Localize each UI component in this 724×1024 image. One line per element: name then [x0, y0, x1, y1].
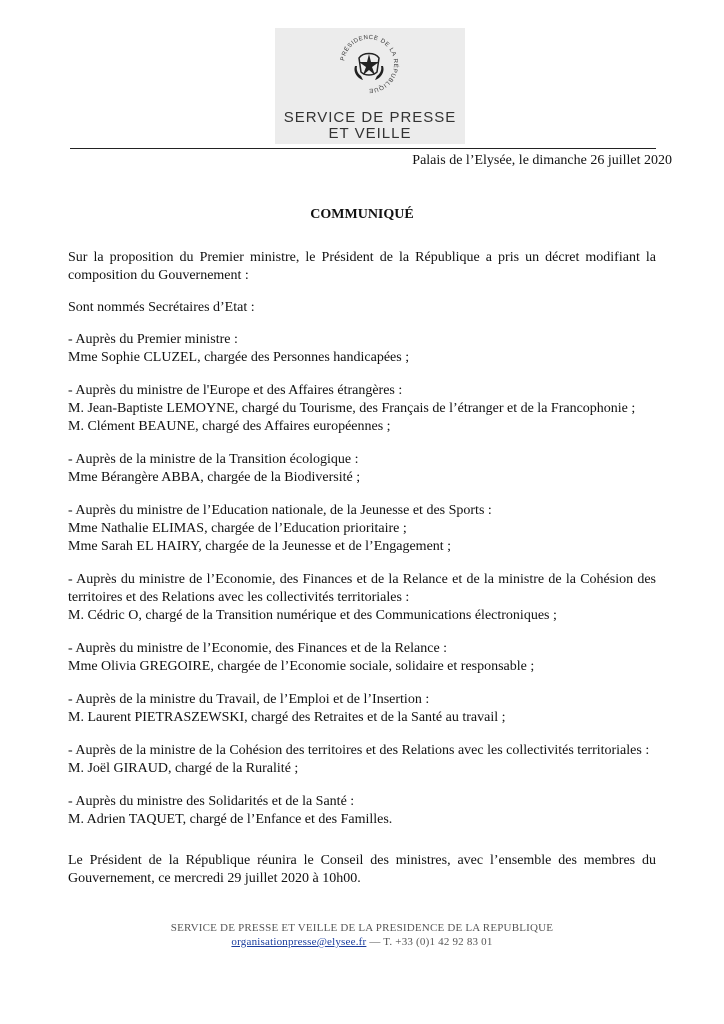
presidency-seal-logo — [337, 32, 401, 96]
appointment-section — [68, 640, 656, 676]
service-presse-title — [275, 110, 465, 142]
footer-service-line: SERVICE DE PRESSE ET VEILLE DE LA PRESIDENCE DE LA REPUBLIQUE — [170, 922, 554, 934]
section-heading: - Auprès du ministre de l’Economie, des Finances et de la Relance et de la ministre de la Cohésion des territoires et des Relations avec les collectivités territoriales : — [68, 572, 656, 605]
footer-contact-line — [0, 935, 724, 949]
appointment-section — [68, 571, 656, 625]
appointee-line: M. Joël GIRAUD, chargé de la Ruralité ; — [68, 761, 299, 776]
appointee-line: M. Cédric O, chargé de la Transition numérique et des Communications électroniques ; — [68, 608, 557, 623]
closing-paragraph: Le Président de la République réunira le Conseil des ministres, avec l’ensemble des membres du Gouvernement, ce mercredi 29 juillet 2020 à 10h00. — [68, 853, 656, 886]
appointment-sections — [68, 331, 656, 829]
footer-email-link[interactable]: organisationpresse@elysee.fr — [231, 936, 367, 948]
appointment-section — [68, 382, 656, 436]
document-date: Palais de l’Elysée, le dimanche 26 juillet 2020 — [412, 153, 672, 168]
appointee-line: M. Adrien TAQUET, chargé de l’Enfance et des Familles. — [68, 812, 393, 827]
section-heading: - Auprès de la ministre de la Transition écologique : — [68, 452, 359, 467]
section-heading: - Auprès de la ministre de la Cohésion des territoires et des Relations avec les collectivités territoriales : — [68, 743, 650, 758]
section-heading: - Auprès du ministre de l’Education nationale, de la Jeunesse et des Sports : — [68, 503, 492, 518]
appointment-section — [68, 331, 656, 367]
section-heading: - Auprès du ministre de l’Economie, des Finances et de la Relance : — [68, 641, 448, 656]
appointee-line: M. Jean-Baptiste LEMOYNE, chargé du Tourisme, des Français de l’étranger et de la Francophonie ; — [68, 401, 636, 416]
appointed-heading: Sont nommés Secrétaires d’Etat : — [68, 300, 255, 315]
footer-phone: — T. +33 (0)1 42 92 83 01 — [366, 936, 493, 948]
header-divider — [70, 148, 656, 149]
section-heading: - Auprès du ministre de l'Europe et des Affaires étrangères : — [68, 383, 403, 398]
page-footer — [0, 921, 724, 949]
section-heading: - Auprès du Premier ministre : — [68, 332, 238, 347]
appointment-section — [68, 451, 656, 487]
intro-paragraph: Sur la proposition du Premier ministre, le Président de la République a pris un décret modifiant la composition du Gouvernement : — [68, 250, 656, 283]
appointment-section — [68, 502, 656, 556]
section-heading: - Auprès du ministre des Solidarités et de la Santé : — [68, 794, 355, 809]
appointee-line: M. Laurent PIETRASZEWSKI, chargé des Retraites et de la Santé au travail ; — [68, 710, 506, 725]
appointment-section — [68, 691, 656, 727]
appointment-section — [68, 742, 656, 778]
service-title-line-1: SERVICE DE PRESSE — [283, 109, 457, 126]
appointee-line: Mme Sarah EL HAIRY, chargée de la Jeunesse et de l’Engagement ; — [68, 539, 452, 554]
svg-text:PRÉSIDENCE DE LA RÉPUBLIQUE: PRÉSIDENCE DE LA RÉPUBLIQUE — [340, 34, 399, 94]
appointment-section — [68, 793, 656, 829]
appointee-line: Mme Nathalie ELIMAS, chargée de l’Education prioritaire ; — [68, 521, 407, 536]
document-title: COMMUNIQUÉ — [310, 207, 414, 222]
section-heading: - Auprès de la ministre du Travail, de l’Emploi et de l’Insertion : — [68, 692, 430, 707]
service-title-line-2: ET VEILLE — [328, 125, 412, 142]
appointee-line: Mme Sophie CLUZEL, chargée des Personnes handicapées ; — [68, 350, 410, 365]
appointee-line: M. Clément BEAUNE, chargé des Affaires européennes ; — [68, 419, 391, 434]
document-body — [68, 249, 656, 844]
appointee-line: Mme Olivia GREGOIRE, chargée de l’Economie sociale, solidaire et responsable ; — [68, 659, 535, 674]
appointee-line: Mme Bérangère ABBA, chargée de la Biodiversité ; — [68, 470, 361, 485]
